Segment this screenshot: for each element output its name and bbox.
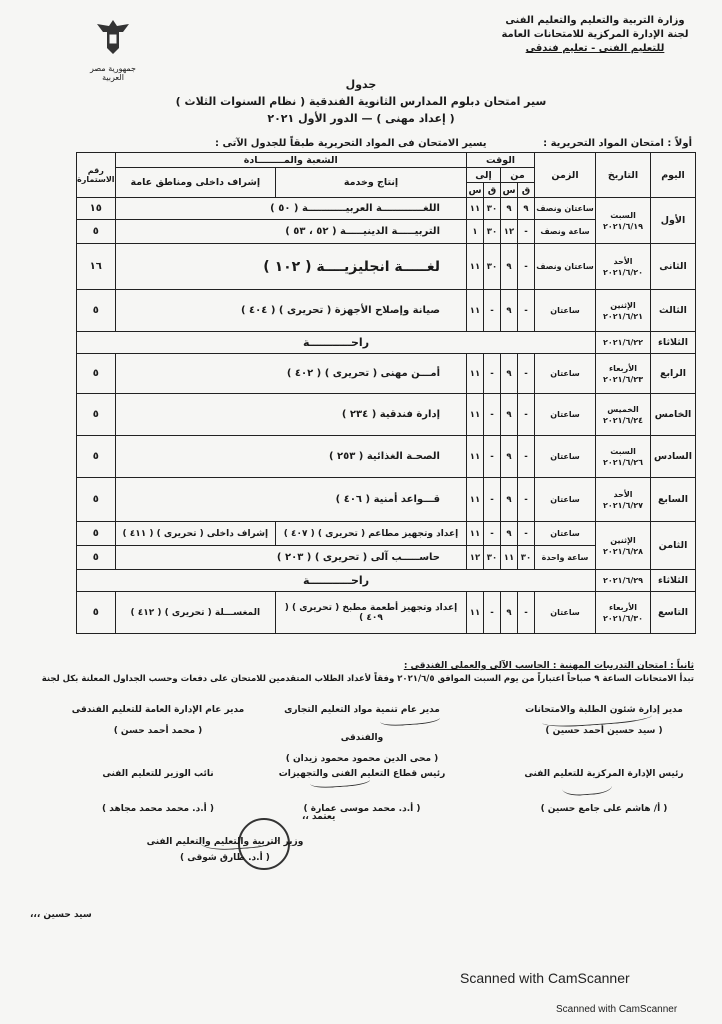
rest-cell: راحـــــــــــة	[77, 332, 596, 354]
date-cell	[596, 290, 651, 332]
minister-title: وزير التربية والتعليم والتعليم الفنى	[146, 837, 304, 847]
duration-cell: ساعتان	[535, 592, 596, 634]
header-from-q: ق	[518, 183, 535, 198]
to-s-cell: ١١	[467, 478, 484, 522]
table-row	[77, 592, 696, 634]
subject-cell: حاســـــب آلى ( تحريرى ) ( ٢٠٣ )	[115, 546, 466, 570]
form-number-cell: ٥	[77, 546, 116, 570]
signatory-name: ( محمد أحمد حسن )	[113, 726, 203, 736]
signature-block	[58, 696, 258, 738]
from-s-cell: ٩	[501, 198, 518, 220]
minister-signature-block	[120, 824, 330, 866]
day-cell: الأول	[651, 198, 696, 244]
subject-cell: لغـــــة انجليزيــــة ( ١٠٢ )	[115, 244, 466, 290]
table-row	[77, 244, 696, 290]
form-number-cell: ٥	[77, 290, 116, 332]
eagle-emblem	[78, 18, 148, 82]
signatory-title: مدير عام الإدارة العامة للتعليم الفندقى	[71, 705, 245, 715]
date-cell: ٢٠٢١/٦/٢٩	[596, 570, 651, 592]
from-s-cell: ٩	[501, 478, 518, 522]
minister-name: ( أ.د. طارق شوقى )	[180, 853, 270, 863]
header-form-number: رقم الاستمارة	[77, 153, 116, 198]
header-duration: الزمن	[535, 153, 596, 198]
signatory-title: مدير إدارة شئون الطلبة والامتحانات	[525, 705, 683, 715]
to-s-cell: ١١	[467, 394, 484, 436]
from-s-cell: ١٢	[501, 220, 518, 244]
form-number-cell: ٥	[77, 478, 116, 522]
date: ٢٠٢١/٦/٢٠	[602, 267, 644, 277]
header-time: الوقت	[467, 153, 535, 168]
date: ٢٠٢١/٦/٢٨	[602, 546, 644, 556]
day-cell: السابع	[651, 478, 696, 522]
rest-row	[77, 332, 696, 354]
subject-cell: التربيـــــة الدينيـــــة ( ٥٢ ، ٥٣ )	[115, 220, 466, 244]
weekday: السبت	[610, 210, 636, 220]
form-number-cell: ٥	[77, 522, 116, 546]
weekday: السبت	[610, 446, 636, 456]
from-q-cell: -	[518, 220, 535, 244]
date: ٢٠٢١/٦/٢١	[602, 311, 644, 321]
header-to: إلى	[467, 168, 501, 183]
signature-block	[58, 760, 258, 816]
exam-schedule-table	[76, 152, 696, 634]
duration-cell: ساعة ونصف	[535, 220, 596, 244]
to-s-cell: ١١	[467, 354, 484, 394]
header-to-s: س	[468, 184, 482, 196]
to-q-cell: -	[484, 436, 501, 478]
table-row	[77, 436, 696, 478]
eagle-icon	[78, 18, 148, 64]
to-q-cell: -	[484, 354, 501, 394]
from-s-cell: ٩	[501, 592, 518, 634]
to-q-cell: -	[484, 394, 501, 436]
from-q-cell: -	[518, 394, 535, 436]
title-line-3: ( إعداد مهنى ) — الدور الأول ٢٠٢١	[267, 112, 455, 125]
from-q-cell: -	[518, 478, 535, 522]
weekday: الأربعاء	[609, 602, 637, 612]
camscanner-watermark: Scanned with CamScanner	[460, 970, 630, 986]
to-s-cell: ١١	[467, 198, 484, 220]
table-row	[77, 478, 696, 522]
from-s-cell: ٩	[501, 436, 518, 478]
approval-label: يعتمد ،،	[302, 812, 336, 822]
header-supervision: إشراف داخلى ومناطق عامة	[115, 168, 275, 198]
date-cell	[596, 394, 651, 436]
day-cell: التاسع	[651, 592, 696, 634]
day-cell: الثالث	[651, 290, 696, 332]
signatory-title: رئيس قطاع التعليم الفنى والتجهيزات	[278, 769, 446, 779]
duration-cell: ساعتان	[535, 478, 596, 522]
signatory-name: ( سيد حسين أحمد حسين )	[545, 726, 663, 736]
date-cell	[596, 354, 651, 394]
production-subject-cell: إعداد وتجهيز مطاعم ( تحريرى ) ( ٤٠٧ )	[276, 522, 467, 546]
to-s-cell: ١	[467, 220, 484, 244]
form-number-cell: ١٦	[77, 244, 116, 290]
date-cell	[596, 478, 651, 522]
form-number-cell: ١٥	[77, 198, 116, 220]
subject-cell: الصحـة الغذائية ( ٢٥٣ )	[115, 436, 466, 478]
to-s-cell: ١١	[467, 244, 484, 290]
to-q-cell: ٣٠	[484, 244, 501, 290]
form-number-cell: ٥	[77, 220, 116, 244]
production-subject-cell: إعداد وتجهيز أطعمة مطبخ ( تحريرى ) ( ٤٠٩ )	[276, 592, 467, 634]
to-q-cell: -	[484, 592, 501, 634]
table-row	[77, 354, 696, 394]
duration-cell: ساعتان ونصف	[535, 244, 596, 290]
initials-note: سيد حسين ،،،	[30, 910, 92, 920]
duration-cell: ساعتان	[535, 394, 596, 436]
weekday: الإثنين	[610, 300, 636, 310]
to-q-cell: ٣٠	[484, 198, 501, 220]
form-number-cell: ٥	[77, 436, 116, 478]
intro-part2: يسير الامتحان فى المواد التحريرية طبقاً للجدول الآتى :	[215, 138, 487, 149]
signatory-name: ( محى الدين محمود محمود زيدان )	[285, 754, 439, 764]
date-cell: ٢٠٢١/٦/٢٢	[596, 332, 651, 354]
weekday: الأحد	[613, 256, 633, 266]
header-production: إنتاج وخدمة	[276, 168, 467, 198]
header-to-q: ق	[484, 183, 501, 198]
to-s-cell: ١١	[467, 290, 484, 332]
date: ٢٠٢١/٦/١٩	[602, 221, 644, 231]
header-from: من	[501, 168, 535, 183]
camscanner-label: Scanned with CamScanner	[556, 1004, 678, 1015]
header-day: اليوم	[651, 153, 696, 198]
table-row	[77, 394, 696, 436]
date: ٢٠٢١/٦/٢٣	[602, 374, 644, 384]
from-s-cell: ٩	[501, 244, 518, 290]
date: ٢٠٢١/٦/٢٧	[602, 500, 644, 510]
from-s-cell: ٩	[501, 354, 518, 394]
to-q-cell: -	[484, 478, 501, 522]
to-q-cell: ٣٠	[484, 220, 501, 244]
day-cell: الثامن	[651, 522, 696, 570]
date-cell	[596, 436, 651, 478]
date-cell	[596, 244, 651, 290]
signatory-name: ( أ.د. محمد موسى عمارة )	[303, 804, 421, 814]
ministry-header	[490, 14, 700, 56]
title-line-1: جدول	[345, 78, 377, 91]
duration-cell: ساعتان	[535, 436, 596, 478]
notes-line-1: ثانياً : امتحان التدريبات المهنية : الحاسب الآلى والعملى الفندقى :	[403, 661, 694, 671]
notes-line-2: تبدأ الامتحانات الساعة ٩ صباحاً اعتباراً من يوم السبت الموافق ٢٠٢١/٦/٥ وفقاً لأعداد الطلاب المتقدمين للامتحان على دفعات وحسب الجداول المعلنة بكل لجنة	[41, 674, 694, 684]
weekday: الأحد	[613, 489, 633, 499]
from-q-cell: -	[518, 290, 535, 332]
weekday: الإثنين	[610, 535, 636, 545]
date: ٢٠٢١/٦/٣٠	[602, 613, 644, 623]
subject-cell: أمـــن مهنى ( تحريرى ) ( ٤٠٢ )	[115, 354, 466, 394]
weekday: الخميس	[607, 404, 639, 414]
supervision-subject-cell: إشراف داخلى ( تحريرى ) ( ٤١١ )	[115, 522, 275, 546]
ministry-line-2: لجنة الإدارة المركزية للامتحانات العامة	[501, 29, 689, 40]
emblem-caption: جمهورية مصر العربية	[90, 64, 136, 82]
from-s-cell: ٩	[501, 290, 518, 332]
form-number-cell: ٥	[77, 592, 116, 634]
table-row	[77, 198, 696, 220]
table-row	[77, 522, 696, 546]
header-from-s: س	[502, 184, 516, 196]
from-q-cell: -	[518, 244, 535, 290]
to-s-cell: ١١	[467, 436, 484, 478]
form-number-cell: ٥	[77, 354, 116, 394]
from-q-cell: -	[518, 522, 535, 546]
signatory-title: نائب الوزير للتعليم الفنى	[102, 769, 214, 779]
form-number-cell: ٥	[77, 394, 116, 436]
duration-cell: ساعتان	[535, 522, 596, 546]
date-cell	[596, 592, 651, 634]
to-s-cell: ١١	[467, 522, 484, 546]
signature-block	[262, 760, 462, 816]
document-titles	[0, 76, 722, 127]
to-q-cell: -	[484, 522, 501, 546]
to-q-cell: -	[484, 290, 501, 332]
signatory-name: ( أ.د. محمد محمد مجاهد )	[102, 804, 214, 814]
duration-cell: ساعتان	[535, 354, 596, 394]
duration-cell: ساعتان	[535, 290, 596, 332]
table-row	[77, 290, 696, 332]
from-s-cell: ٩	[501, 522, 518, 546]
signatory-title: رئيس الإدارة المركزية للتعليم الفنى	[524, 769, 684, 779]
day-cell: الخامس	[651, 394, 696, 436]
duration-cell: ساعتان ونصف	[535, 198, 596, 220]
day-cell: الثلاثاء	[651, 332, 696, 354]
day-cell: الثانى	[651, 244, 696, 290]
supervision-subject-cell: المغســـلة ( تحريرى ) ( ٤١٢ )	[115, 592, 275, 634]
day-cell: الثلاثاء	[651, 570, 696, 592]
intro-part1: أولاً : امتحان المواد التحريرية :	[543, 138, 692, 149]
to-s-cell: ١١	[467, 592, 484, 634]
signature-block	[262, 696, 462, 766]
ministry-line-3: للتعليم الفنى - تعليم فندقى	[525, 43, 665, 54]
ministry-line-1: وزارة التربية والتعليم والتعليم الفنى	[505, 15, 685, 26]
signatory-title: مدير عام تنمية مواد التعليم التجارى والفندقى	[284, 705, 440, 743]
date: ٢٠٢١/٦/٢٦	[602, 457, 644, 467]
subject-cell: اللغــــــــــــة العربيـــــــــــة ( ٥٠ )	[115, 198, 466, 220]
signatory-name: ( أ/ هاشم على جامع حسين )	[540, 804, 668, 814]
from-q-cell: -	[518, 354, 535, 394]
from-q-cell: ٣٠	[518, 546, 535, 570]
header-division: الشعبة والمــــــــادة	[115, 153, 466, 168]
rest-row	[77, 570, 696, 592]
subject-cell: صيانة وإصلاح الأجهزة ( تحريرى ) ( ٤٠٤ )	[115, 290, 466, 332]
rest-cell: راحـــــــــــة	[77, 570, 596, 592]
subject-cell: قـــواعد أمنية ( ٤٠٦ )	[115, 478, 466, 522]
subject-cell: إدارة فندقية ( ٢٣٤ )	[115, 394, 466, 436]
to-s-cell: ١٢	[467, 546, 484, 570]
date-cell	[596, 198, 651, 244]
from-s-cell: ٩	[501, 394, 518, 436]
from-q-cell: -	[518, 436, 535, 478]
notes-block	[14, 660, 694, 686]
from-q-cell: ٩	[518, 198, 535, 220]
title-line-2: سير امتحان دبلوم المدارس الثانوية الفندقية ( نظام السنوات الثلاث )	[175, 95, 547, 108]
date-cell	[596, 522, 651, 570]
to-q-cell: ٣٠	[484, 546, 501, 570]
from-s-cell: ١١	[501, 546, 518, 570]
weekday: الأربعاء	[609, 363, 637, 373]
header-date: التاريخ	[596, 153, 651, 198]
day-cell: الرابع	[651, 354, 696, 394]
date: ٢٠٢١/٦/٢٤	[602, 415, 644, 425]
duration-cell: ساعة واحدة	[535, 546, 596, 570]
from-q-cell: -	[518, 592, 535, 634]
day-cell: السادس	[651, 436, 696, 478]
